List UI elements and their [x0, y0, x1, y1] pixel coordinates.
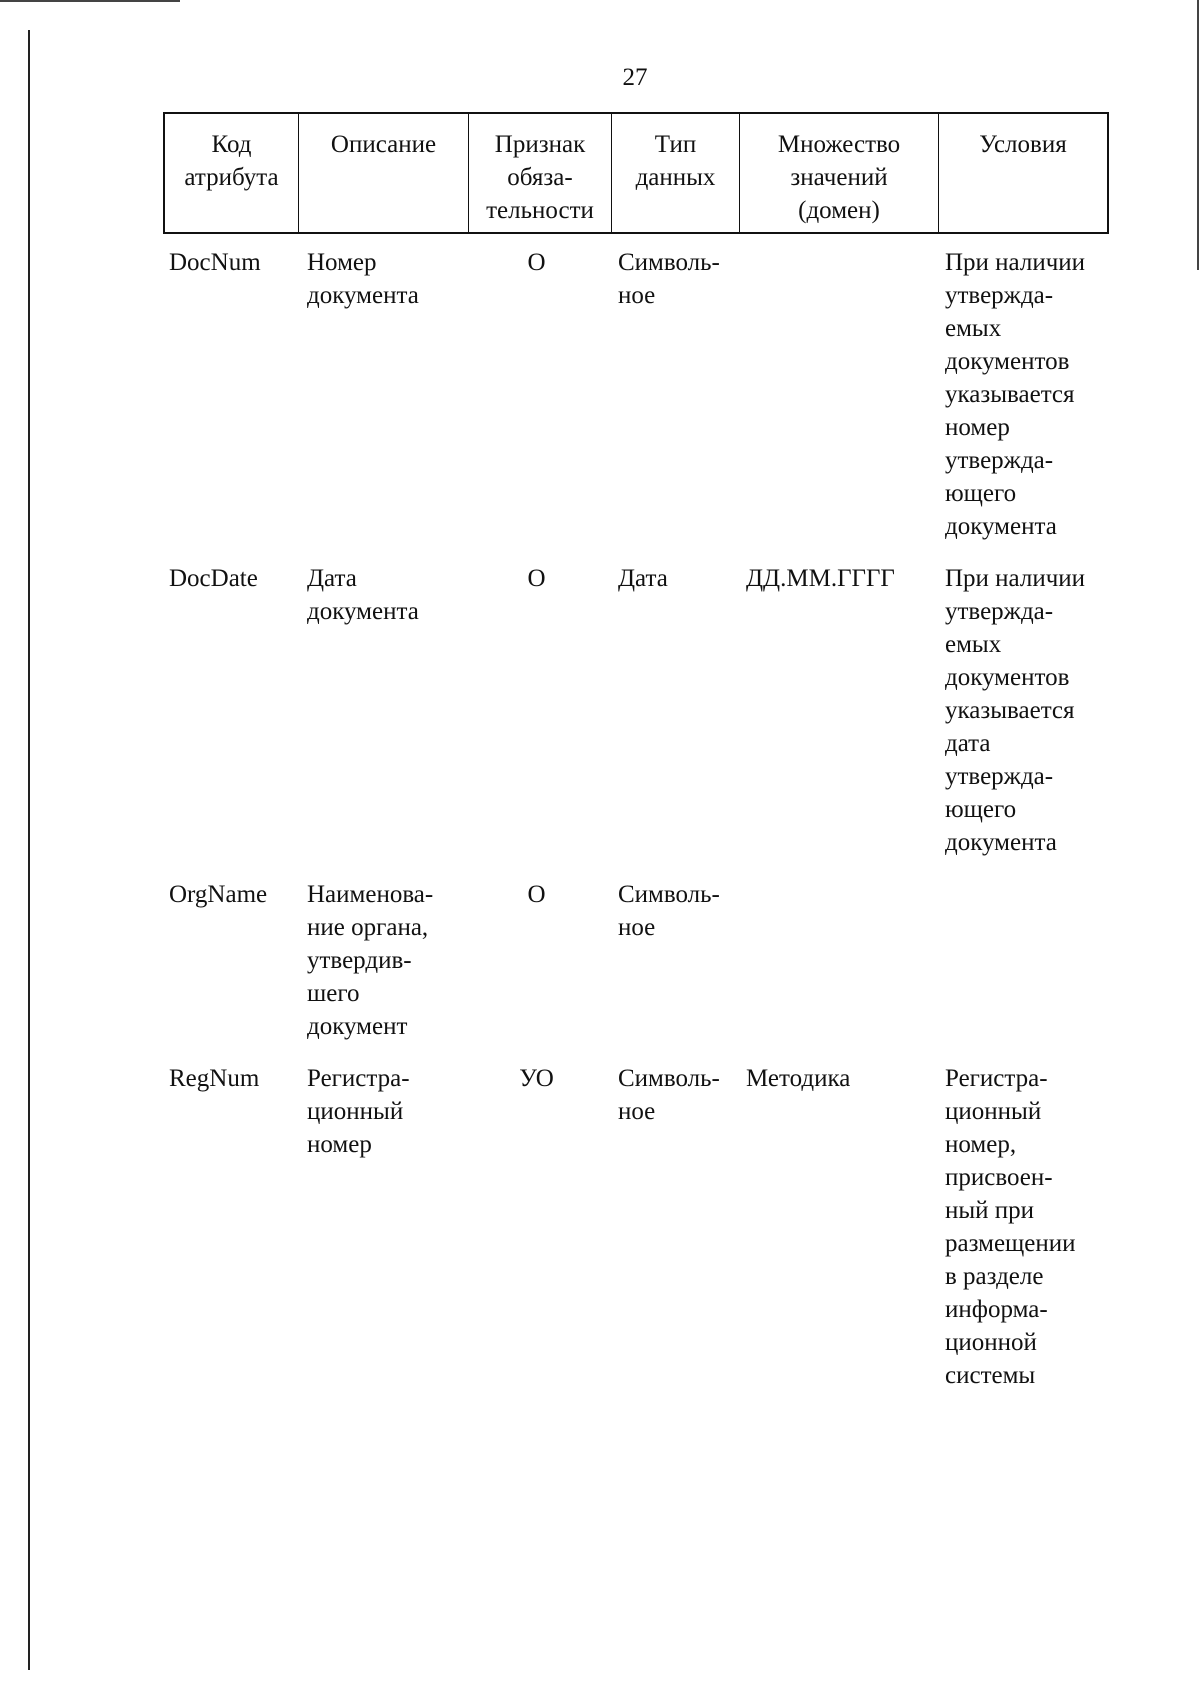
cell-description: Номер документа [307, 249, 419, 309]
header-required-flag: Признак обяза- тельности [469, 114, 612, 232]
header-conditions: Условия [979, 131, 1067, 158]
table-row [163, 1062, 1109, 1392]
cell-value-domain [738, 246, 937, 562]
cell-data-type: Дата [618, 565, 668, 592]
cell-description: Дата документа [307, 565, 419, 625]
header-description: Описание [299, 114, 469, 232]
table-row [163, 562, 1109, 878]
page-edge-top [0, 0, 180, 2]
page-edge-left [28, 30, 30, 1670]
table-body [163, 246, 1109, 1392]
cell-attribute-code: DocNum [169, 249, 261, 276]
cell-required-flag: О [527, 249, 546, 276]
cell-data-type: Символь- ное [618, 881, 720, 941]
header-data-type: Тип данных [612, 114, 740, 232]
header-attribute-code: Код атрибута [165, 114, 299, 232]
table-row [163, 878, 1109, 1062]
cell-attribute-code: RegNum [169, 1065, 260, 1092]
cell-value-domain [738, 878, 937, 1062]
cell-data-type: Символь- ное [618, 1065, 720, 1125]
cell-description: Наименова- ние органа, утвердив- шего документ [307, 881, 434, 1040]
cell-conditions: Регистра- ционный номер, присвоен- ный при размещении в разделе информа- ционной системы [945, 1065, 1076, 1389]
page-number: 27 [622, 64, 648, 91]
table-header [163, 112, 1109, 234]
cell-value-domain: ДД.ММ.ГГГГ [746, 565, 895, 592]
header-value-domain: Множество значений (домен) [740, 114, 939, 232]
cell-attribute-code: DocDate [169, 565, 258, 592]
cell-conditions: При наличии утвержда- емых документов указывается дата утвержда- ющего документа [945, 565, 1086, 856]
cell-required-flag: О [527, 565, 546, 592]
cell-value-domain: Методика [746, 1065, 851, 1092]
page-edge-right [1197, 0, 1199, 270]
table-row [163, 246, 1109, 562]
cell-required-flag: О [527, 881, 546, 908]
cell-data-type: Символь- ное [618, 249, 720, 309]
cell-required-flag: УО [519, 1065, 554, 1092]
cell-attribute-code: OrgName [169, 881, 268, 908]
cell-conditions: При наличии утвержда- емых документов указывается номер утвержда- ющего документа [945, 249, 1086, 540]
cell-description: Регистра- ционный номер [307, 1065, 410, 1158]
cell-conditions [937, 878, 1105, 1062]
